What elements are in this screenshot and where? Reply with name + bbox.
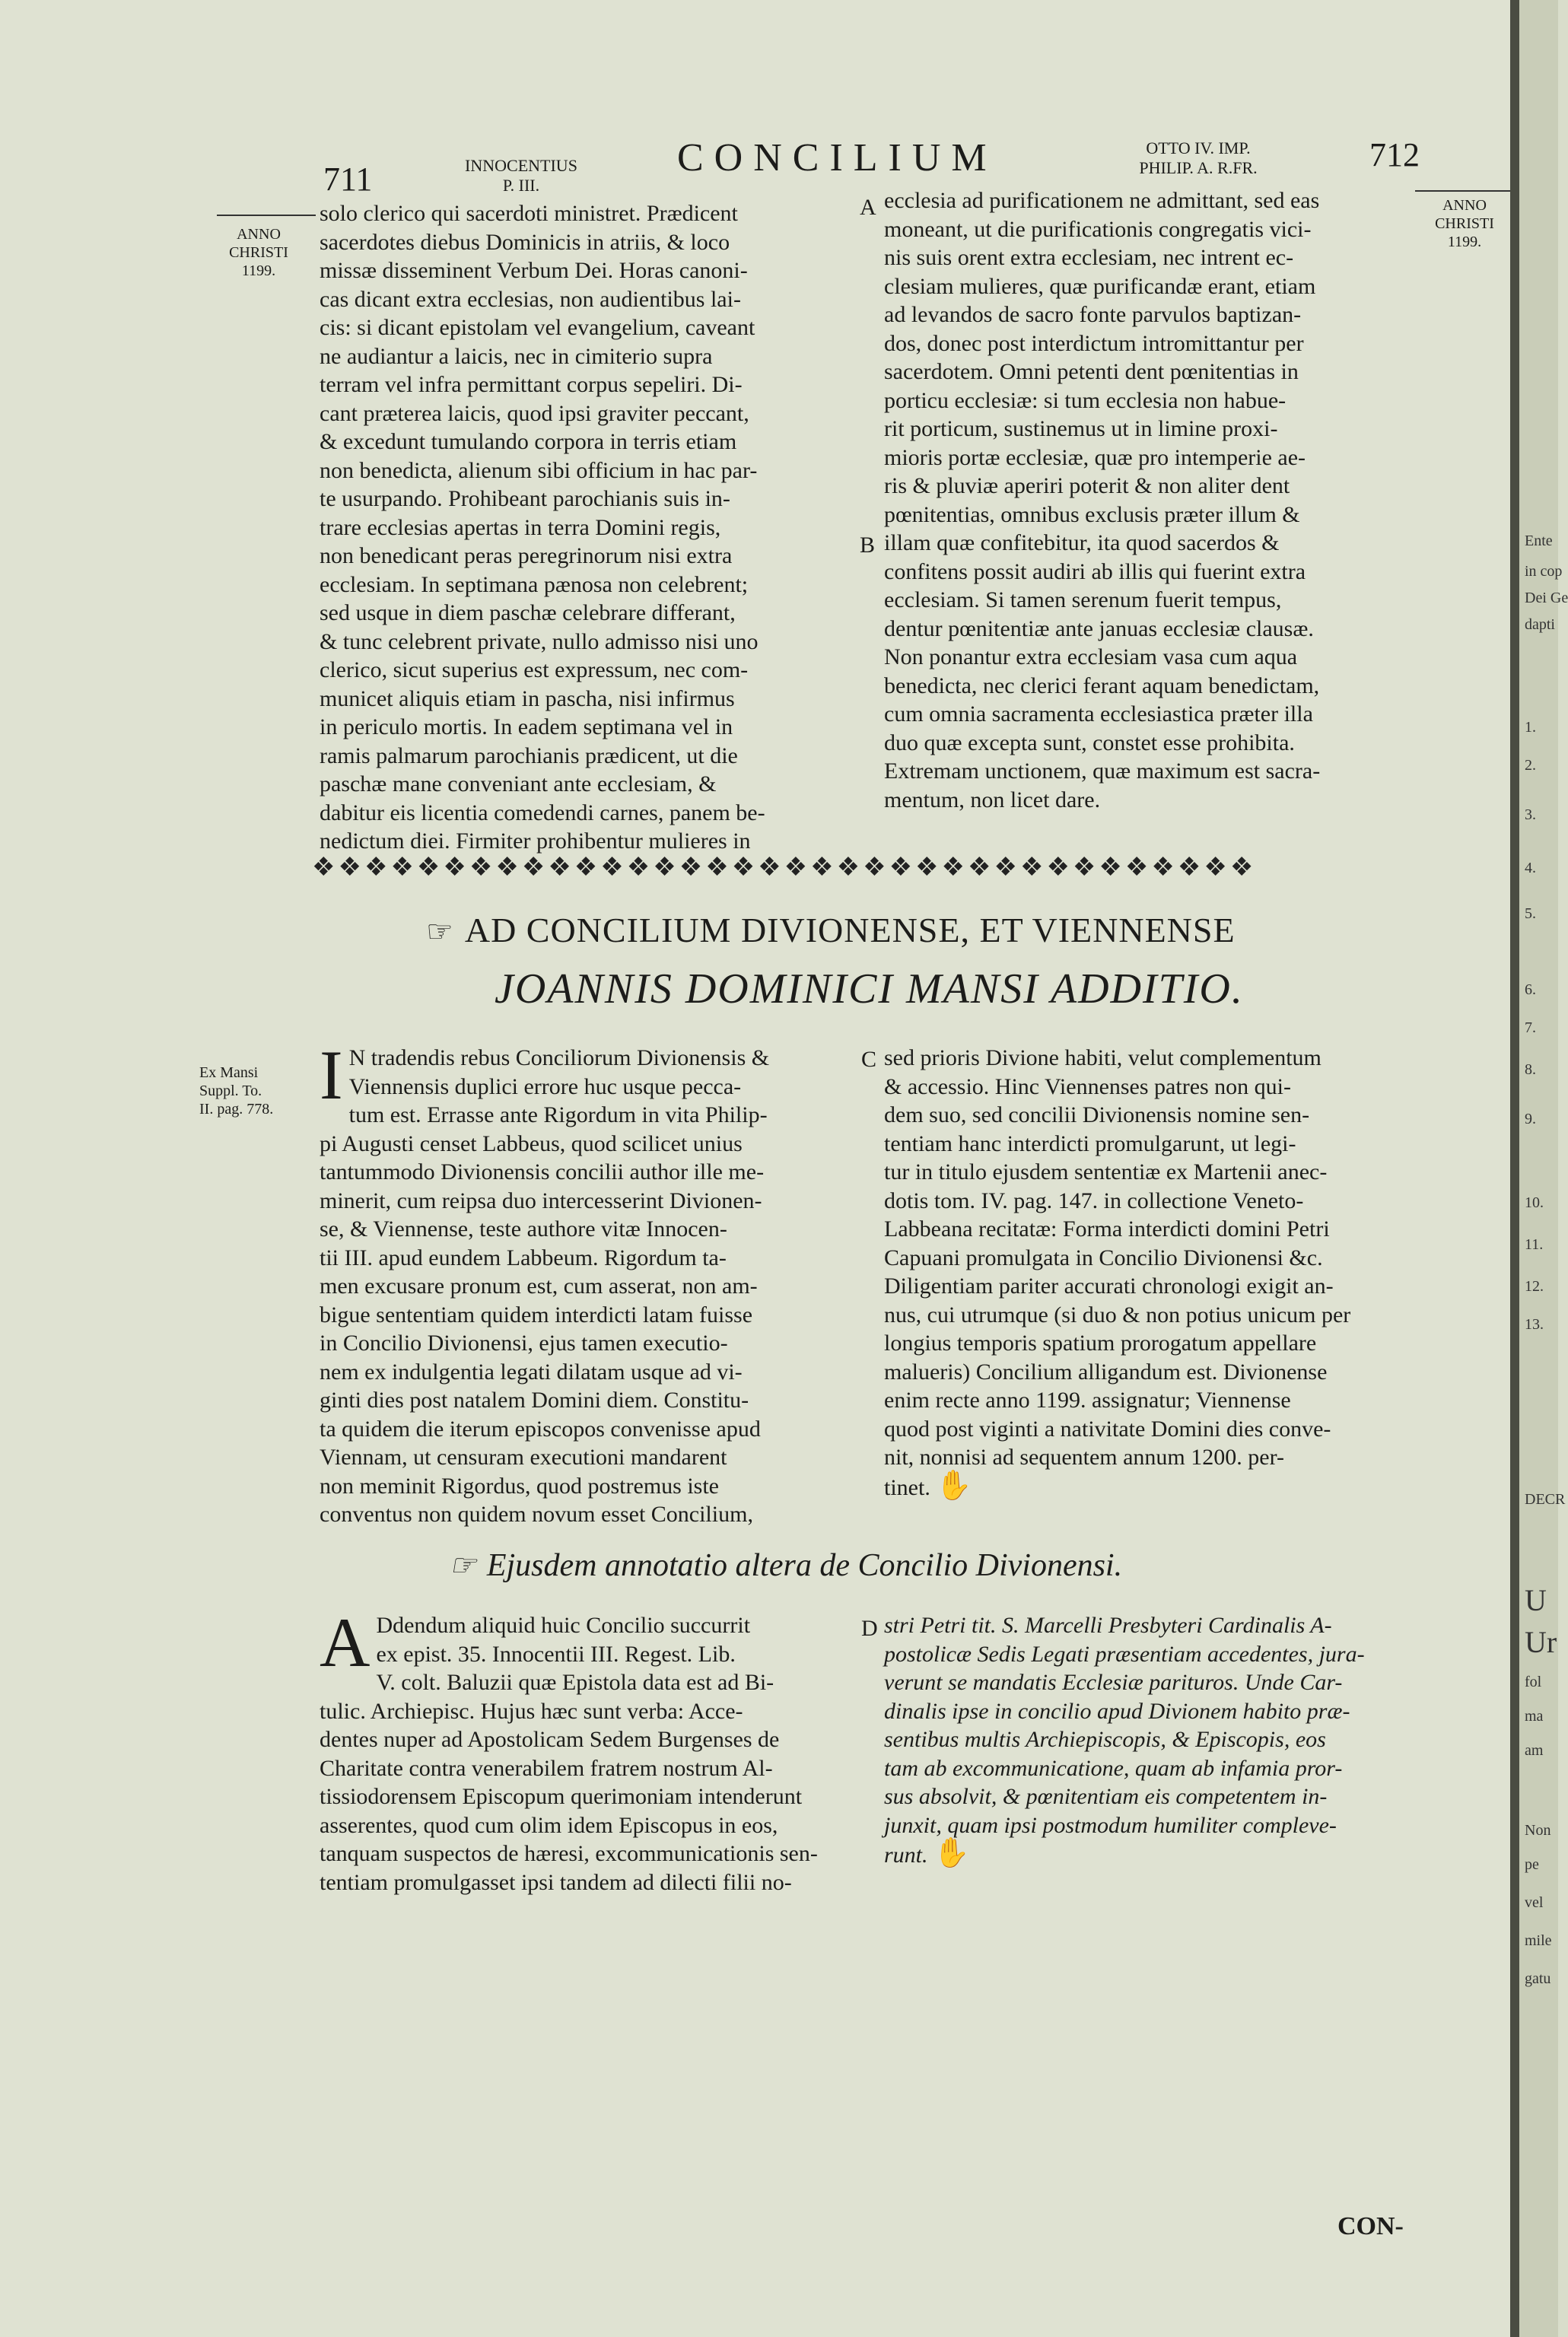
margin-letter-a: A [860,195,876,220]
section-heading-text: AD CONCILIUM DIVIONENSE, ET VIENNENSE [464,911,1236,949]
strip-fragment: in cop [1525,563,1563,580]
strip-fragment: dapti [1525,616,1555,633]
pointing-hand-end-icon: ✋ [933,1837,970,1869]
column-right-bottom-text: stri Petri tit. S. Marcelli Presbyteri Cardinalis A- postolicæ Sedis Legati præsentiam accedentes, jura- verunt se mandatis Ecclesiæ parituros. Unde Car- dinalis ipse in concilio apud Divionem habito præ- sentibus multis Archiepiscopis, & Episcopis, eos tam ab excommunicatione, quam ab infamia pror- sus absolvit, & pœnitentiam eis competentem in- junxit, quam ipsi postmodum humiliter compleve- runt. [884,1613,1365,1868]
margin-letter-b: B [860,533,876,558]
strip-fragment: fol [1525,1674,1542,1690]
strip-fragment: 3. [1525,806,1536,823]
strip-fragment: Non [1525,1822,1551,1839]
strip-fragment: ma [1525,1708,1544,1725]
column-right-middle [884,1044,1428,1502]
page-number-right: 712 [1369,136,1420,173]
column-left-bottom [320,1604,856,1897]
annotation-heading [449,1547,1122,1584]
margin-note-year-right: ANNO CHRISTI 1199. [1435,197,1494,250]
margin-rule-left [217,215,316,216]
strip-fragment: DECR [1525,1491,1566,1508]
strip-fragment: 9. [1525,1111,1536,1127]
strip-fragment: U [1525,1583,1547,1617]
margin-note-year-left: ANNO CHRISTI 1199. [229,226,288,279]
column-left-top: solo clerico qui sacerdoti ministret. Prædicent sacerdotes diebus Dominicis in atriis, & loco missæ disseminent Verbum Dei. Horas canoni- cas dicant extra ecclesias, non audientibus lai- cis: si dicant epistolam vel evangelium, caveant ne audiantur a laicis, nec in cimiterio supra terram vel infra permittant corpus sepeliri. Di- cant præterea laicis, quod ipsi graviter peccant, & excedunt tumulando corpora in terris etiam non benedicta, alienum sibi officium in hac par- te usurpando. Prohibeant parochianis suis in- trare ecclesias apertas in terra Domini regis, non benedicant peras peregrinorum nisi extra ecclesiam. In septimana pænosa non celebrent; sed usque in diem paschæ celebrare differant, & tunc celebrent private, nullo admisso nisi uno clerico, sicut superius est expressum, nec com- municet aliquis etiam in pascha, nisi infirmus in periculo mortis. In eadem septimana vel in ramis palmarum parochianis prædicent, ut die paschæ mane conveniant ante ecclesiam, & dabitur eis licentia comedendi carnes, panem be- nedictum diei. Firmiter prohibentur mulieres in [320,201,765,854]
drop-cap-i: I [320,1036,343,1114]
strip-fragment: 11. [1525,1236,1544,1253]
strip-fragment: vel [1525,1894,1544,1911]
margin-letter-c: C [861,1047,877,1072]
strip-fragment: 10. [1525,1194,1544,1211]
ornamental-border: ❖❖❖❖❖❖❖❖❖❖❖❖❖❖❖❖❖❖❖❖❖❖❖❖❖❖❖❖❖❖❖❖❖❖❖❖ [312,854,1257,882]
strip-fragment: Ente [1525,533,1553,549]
strip-fragment: 6. [1525,981,1536,998]
pointing-hand-end-icon: ✋ [936,1469,972,1502]
strip-fragment: 2. [1525,757,1536,774]
column-right-bottom [884,1611,1428,1870]
page-number-left: 711 [323,161,373,198]
strip-fragment: 12. [1525,1278,1544,1295]
strip-fragment: 13. [1525,1316,1544,1333]
pointing-hand-icon: ☞ [449,1548,476,1582]
strip-fragment: 7. [1525,1019,1536,1036]
strip-fragment: 8. [1525,1061,1536,1078]
column-left-middle [320,1036,856,1529]
strip-fragment: 4. [1525,860,1536,876]
strip-fragment: am [1525,1742,1544,1759]
binding-gutter [1510,0,1519,2337]
annotation-heading-text: Ejusdem annotatio altera de Concilio Divionensi. [486,1548,1123,1583]
column-right-top: ecclesia ad purificationem ne admittant, sed eas moneant, ut die purificationis congregatis vici- nis suis orent extra ecclesiam, nec intrent ec- clesiam mulieres, quæ purificandæ erant, etiam ad levandos de sacro fonte parvulos baptizan- dos, donec post interdictum intromittantur per sacerdotem. Omni petenti dent pœnitentias in porticu ecclesiæ: si tum ecclesia non habue- rit porticum, sustinemus ut in limine proxi- mioris portæ ecclesiæ, quæ pro intemperie ae- ris & pluviæ aperiri poterit & non aliter dent pœnitentias, omnibus exclusis præter illum & illam quæ confitebitur, ita quod sacerdos & confitens possit audiri ab illis qui fuerint extra ecclesiam. Si tamen serenum fuerit tempus, dentur pœnitentiæ ante januas ecclesiæ clausæ. Non ponantur extra ecclesiam vasa cum aqua benedicta, nec clerici ferant aquam benedictam, cum omnia sacramenta ecclesiastica præter illa duo quæ excepta sunt, constet esse prohibita. Extremam unctionem, quæ maximum est sacra- mentum, non licet dare. [884,188,1321,812]
margin-note-source: Ex Mansi Suppl. To. II. pag. 778. [199,1064,274,1118]
section-subheading: JOANNIS DOMINICI MANSI ADDITIO. [495,965,1244,1013]
margin-letter-d: D [861,1616,878,1641]
strip-fragment: Dei Ge [1525,590,1568,606]
running-head-left: INNOCENTIUS P. III. [465,156,577,195]
strip-fragment: Ur [1525,1625,1557,1659]
strip-fragment: gatu [1525,1970,1551,1987]
strip-fragment: 1. [1525,719,1536,736]
section-heading [426,910,1236,950]
drop-cap-a: A [320,1604,371,1681]
catchword: CON- [1337,2212,1404,2240]
pointing-hand-icon: ☞ [426,914,454,949]
column-left-bottom-text: Ddendum aliquid huic Concilio succurrit ex epist. 35. Innocentii III. Regest. Lib. V. colt. Baluzii quæ Epistola data est ad Bi- tulic. Archiepisc. Hujus hæc sunt verba: Acce- dentes nuper ad Apostolicam Sedem Burgenses de Charitate contra venerabilem fratrem nostrum Al- tissiodorensem Episcopum querimoniam intenderunt asserentes, quod cum olim idem Episcopus in eos, tanquam suspectos de hæresi, excommunicationis sen- tentiam promulgasset ipsi tandem ad dilecti filii no- [320,1613,818,1895]
page-title: CONCILIUM [677,136,997,180]
column-left-middle-text: N tradendis rebus Conciliorum Divionensis & Viennensis duplici errore huc usque pecca- tum est. Errasse ante Rigordum in vita Philip- pi Augusti censet Labbeus, quod scilicet unius tantummodo Divionensis concilii author ille me- minerit, cum reipsa duo intercesserint Divionen- se, & Viennense, teste authore vitæ Innocen- tii III. apud eundem Labbeum. Rigordum ta- men excusare pronum est, cum asserat, non am- bigue sententiam quidem interdicti latam fuisse in Concilio Divionensi, ejus tamen executio- nem ex indulgentia legati dilatam usque ad vi- ginti dies post natalem Domini diem. Constitu- ta quidem die iterum episcopos convenisse apud Viennam, ut censuram executioni mandarent non meminit Rigordus, quod postremus iste conventus non quidem novum esset Concilium, [320,1045,770,1527]
column-right-middle-text: sed prioris Divione habiti, velut complementum & accessio. Hinc Viennenses patres non qui- dem suo, sed concilii Divionensis nomine sen- tentiam hanc interdicti promulgarunt, ut legi- tur in titulo ejusdem sententiæ ex Martenii anec- dotis tom. IV. pag. 147. in collectione Veneto- Labbeana recitatæ: Forma interdicti domini Petri Capuani promulgata in Concilio Divionensi &c. Diligentiam pariter accurati chronologi exigit an- nus, cui utrumque (si duo & non potius unicum per longius temporis spatium prorogatum appellare malueris) Concilium alligandum est. Divionense enim recte anno 1199. assignatur; Viennense quod post viginti a nativitate Domini dies conve- nit, nonnisi ad sequentem annum 1200. per- tinet. [884,1045,1351,1500]
strip-fragment: pe [1525,1856,1539,1873]
running-head-right: OTTO IV. IMP. PHILIP. A. R.FR. [1139,138,1258,177]
strip-fragment: 5. [1525,905,1536,922]
strip-fragment: mile [1525,1932,1552,1949]
margin-rule-right [1415,190,1510,192]
